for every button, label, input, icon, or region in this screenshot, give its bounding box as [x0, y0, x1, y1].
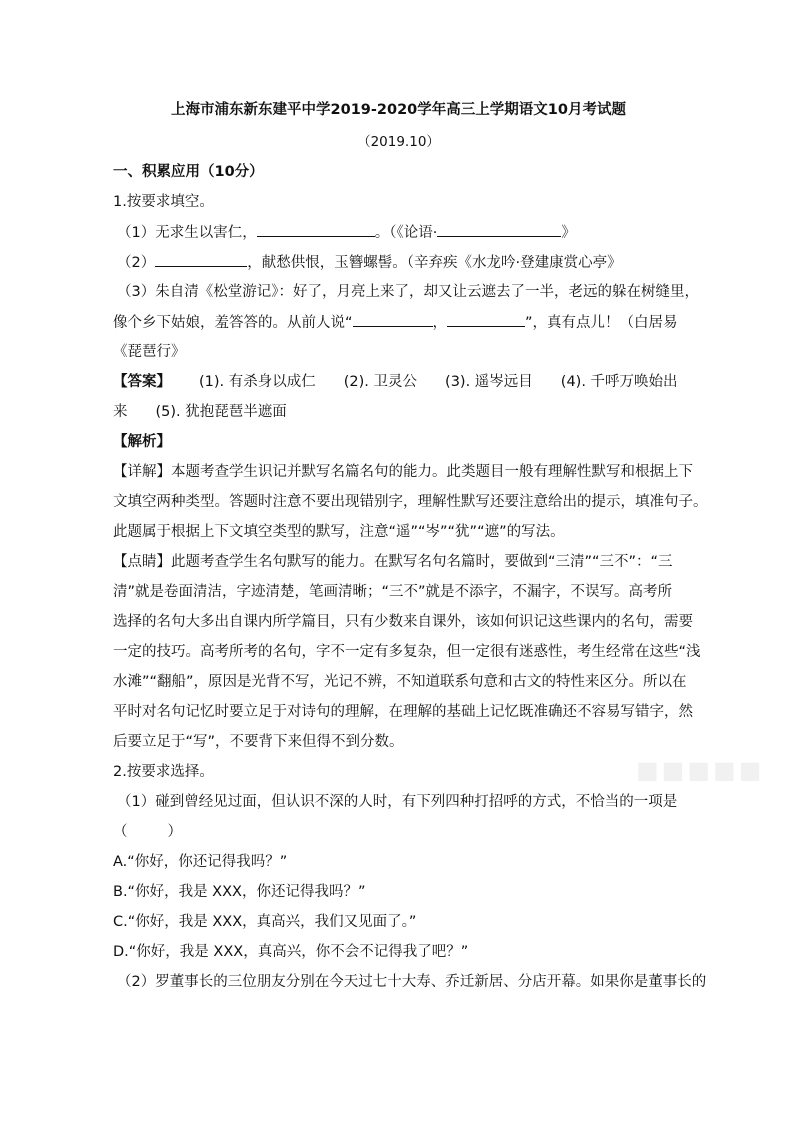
answer-item: (4). 千呼万唤始出 — [560, 374, 678, 390]
answer-item: 来 — [113, 404, 128, 420]
detail-line: 此题属于根据上下文填空类型的默写，注意“遥”“岑”“犹”“遮”的写法。 — [113, 524, 565, 540]
faint-watermark: ■■■■■ — [636, 756, 765, 784]
answer-parentheses — [113, 822, 684, 852]
question-1-part-3-line-2 — [113, 312, 684, 342]
paren-close: ） — [167, 824, 182, 840]
point-line: 清”就是卷面清洁，字迹清楚，笔画清晰；“三不”就是不添字，不漏字，不误写。高考所 — [113, 584, 673, 600]
point-line: 【点睛】此题考查学生名句默写的能力。在默写名句名篇时，要做到“三清”“三不”：“三 — [113, 554, 673, 570]
option-c: C.“你好，我是 XXX，真高兴，我们又见面了。” — [113, 914, 417, 930]
answer-blank — [353, 312, 433, 327]
point-line: 平时对名句记忆时要立足于对诗句的理解，在理解的基础上记忆既准确还不容易写错字，然 — [113, 704, 693, 720]
question-2-stem: 2.按要求选择。 — [113, 764, 214, 780]
text-fragment: （1）无求生以害仁， — [117, 225, 257, 241]
section-heading: 一、积累应用（10分） — [113, 164, 264, 180]
answer-blank — [155, 252, 247, 267]
question-1-part-2 — [113, 252, 684, 282]
text-fragment: 》 — [561, 225, 576, 241]
answer-label: 【答案】 — [113, 374, 171, 390]
question-1-stem: 1.按要求填空。 — [113, 194, 214, 210]
answer-blank — [437, 222, 561, 237]
answer-line-1 — [113, 372, 684, 402]
answer-item: (3). 遥岑远目 — [445, 374, 533, 390]
option-a: A.“你好，你还记得我吗？” — [113, 854, 288, 870]
question-2-sub-2: （2）罗董事长的三位朋友分别在今天过七十大寿、乔迁新居、分店开幕。如果你是董事长的 — [117, 974, 707, 990]
detail-line: 【详解】本题考查学生识记并默写名篇名句的能力。此类题目一般有理解性默写和根据上下 — [113, 464, 693, 480]
analysis-label: 【解析】 — [113, 434, 171, 450]
question-1-part-1 — [113, 222, 684, 252]
question-2-sub-1: （1）碰到曾经见过面，但认识不深的人时，有下列四种打招呼的方式，不恰当的一项是 — [117, 794, 678, 810]
text-fragment: ”，真有点儿！（白居易 — [525, 315, 678, 331]
detail-line: 文填空两种类型。答题时注意不要出现错别字，理解性默写还要注意给出的提示，填准句子。 — [113, 494, 708, 510]
paren-open: （ — [113, 824, 128, 840]
question-1-part-3-line-3: 《琵琶行》 — [113, 344, 186, 360]
answer-line-2 — [113, 402, 684, 432]
answer-item: (2). 卫灵公 — [343, 374, 418, 390]
option-d: D.“你好，我是 XXX，真高兴，你不会不记得我了吧？” — [113, 944, 469, 960]
text-fragment: ， — [432, 315, 448, 331]
answer-item: (5). 犹抱琵琶半遮面 — [155, 404, 287, 420]
exam-date: （2019.10） — [357, 134, 440, 150]
point-line: 后要立足于“写”，不要背下来但得不到分数。 — [113, 734, 404, 750]
point-line: 水滩”“翻船”，原因是光背不写，光记不辨，不知道联系句意和古文的特性来区分。所以在 — [113, 674, 687, 690]
question-1-part-3-line-1: （3）朱自清《松堂游记》：好了，月亮上来了，却又让云遮去了一半，老远的躲在树缝里， — [117, 284, 699, 300]
answer-blank — [447, 312, 525, 327]
document-body — [113, 98, 708, 1002]
text-fragment: 像个乡下姑娘，羞答答的。从前人说“ — [113, 315, 353, 331]
text-fragment: 。（《论语· — [374, 225, 438, 241]
answer-item: (1). 有杀身以成仁 — [199, 374, 316, 390]
point-line: 选择的名句大多出自课内所学篇目，只有少数来自课外，该如何识记这些课内的名句，需要 — [113, 614, 693, 630]
point-line: 一定的技巧。高考所考的名句，字不一定有多复杂，但一定很有迷惑性，考生经常在这些“浅 — [113, 644, 701, 660]
option-b: B.“你好，我是 XXX，你还记得我吗？” — [113, 884, 366, 900]
text-fragment: ，献愁供恨，玉簪螺髻。（辛弃疾《水龙吟·登建康赏心亭》 — [247, 255, 622, 271]
answer-blank — [257, 222, 375, 237]
page-title: 上海市浦东新东建平中学2019-2020学年高三上学期语文10月考试题 — [171, 102, 626, 118]
text-fragment: （2） — [117, 255, 156, 271]
